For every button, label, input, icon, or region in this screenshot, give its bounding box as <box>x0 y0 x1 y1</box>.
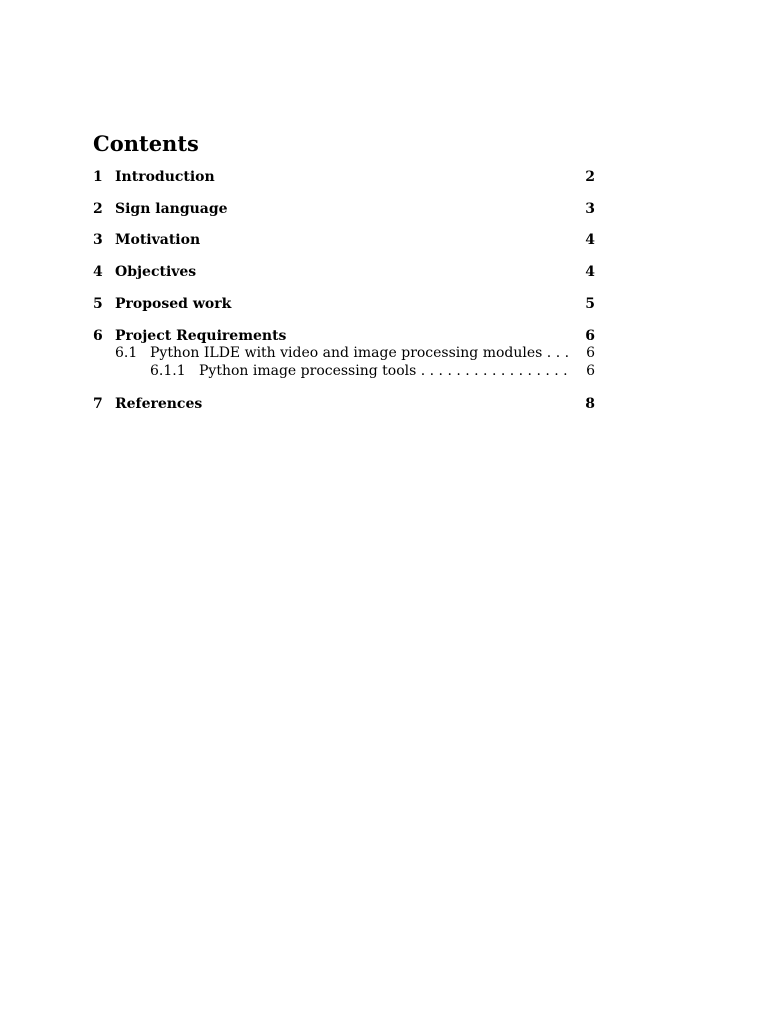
toc-entry-page: 5 <box>585 296 595 312</box>
toc-entry-number: 6 <box>93 328 103 344</box>
toc-entry-title: Proposed work <box>115 296 232 312</box>
toc-entry-introduction[interactable] <box>93 167 595 187</box>
toc-entry-page: 6 <box>586 345 595 361</box>
toc-entry-number: 7 <box>93 396 103 412</box>
toc-entry-page: 6 <box>586 363 595 379</box>
toc-entry-objectives[interactable] <box>93 262 595 282</box>
toc-entry-references[interactable] <box>93 394 595 414</box>
toc-entry-title: Introduction <box>115 169 215 185</box>
toc-subsubentry-image-tools[interactable] <box>93 362 595 380</box>
toc-entry-number: 3 <box>93 232 103 248</box>
toc-entry-sign-language[interactable] <box>93 199 595 219</box>
toc-entry-title: References <box>115 396 203 412</box>
toc-entry-page: 3 <box>585 201 595 217</box>
toc-entry-title: Sign language <box>115 201 228 217</box>
toc-entry-page: 4 <box>585 264 595 280</box>
toc-entry-title <box>199 362 569 380</box>
toc-entry-title: Motivation <box>115 232 201 248</box>
toc-entry-number: 5 <box>93 296 103 312</box>
toc-leader-dots <box>416 363 569 379</box>
toc-entry-number: 2 <box>93 201 103 217</box>
toc-heading: Contents <box>93 131 199 156</box>
toc-entry-title <box>150 344 569 362</box>
toc-entry-title: Objectives <box>115 264 197 280</box>
toc-entry-number: 1 <box>93 169 103 185</box>
toc-entry-proposed-work[interactable] <box>93 294 595 314</box>
toc-subentry-python-ilde[interactable] <box>93 344 595 362</box>
toc-entry-number: 4 <box>93 264 103 280</box>
toc-entry-page: 4 <box>585 232 595 248</box>
toc-entry-title-text: Python image processing tools <box>199 363 417 379</box>
toc-leader-dots <box>542 345 569 361</box>
toc-entry-page: 2 <box>585 169 595 185</box>
toc-entry-page: 6 <box>585 328 595 344</box>
toc-entry-project-requirements[interactable] <box>93 326 595 346</box>
toc-entry-number: 6.1 <box>115 345 138 361</box>
toc-entry-motivation[interactable] <box>93 230 595 250</box>
toc-entry-number: 6.1.1 <box>150 363 186 379</box>
toc-entry-title: Project Requirements <box>115 328 287 344</box>
toc-entry-title-text: Python ILDE with video and image processing modules <box>150 345 543 361</box>
toc-entry-page: 8 <box>585 396 595 412</box>
